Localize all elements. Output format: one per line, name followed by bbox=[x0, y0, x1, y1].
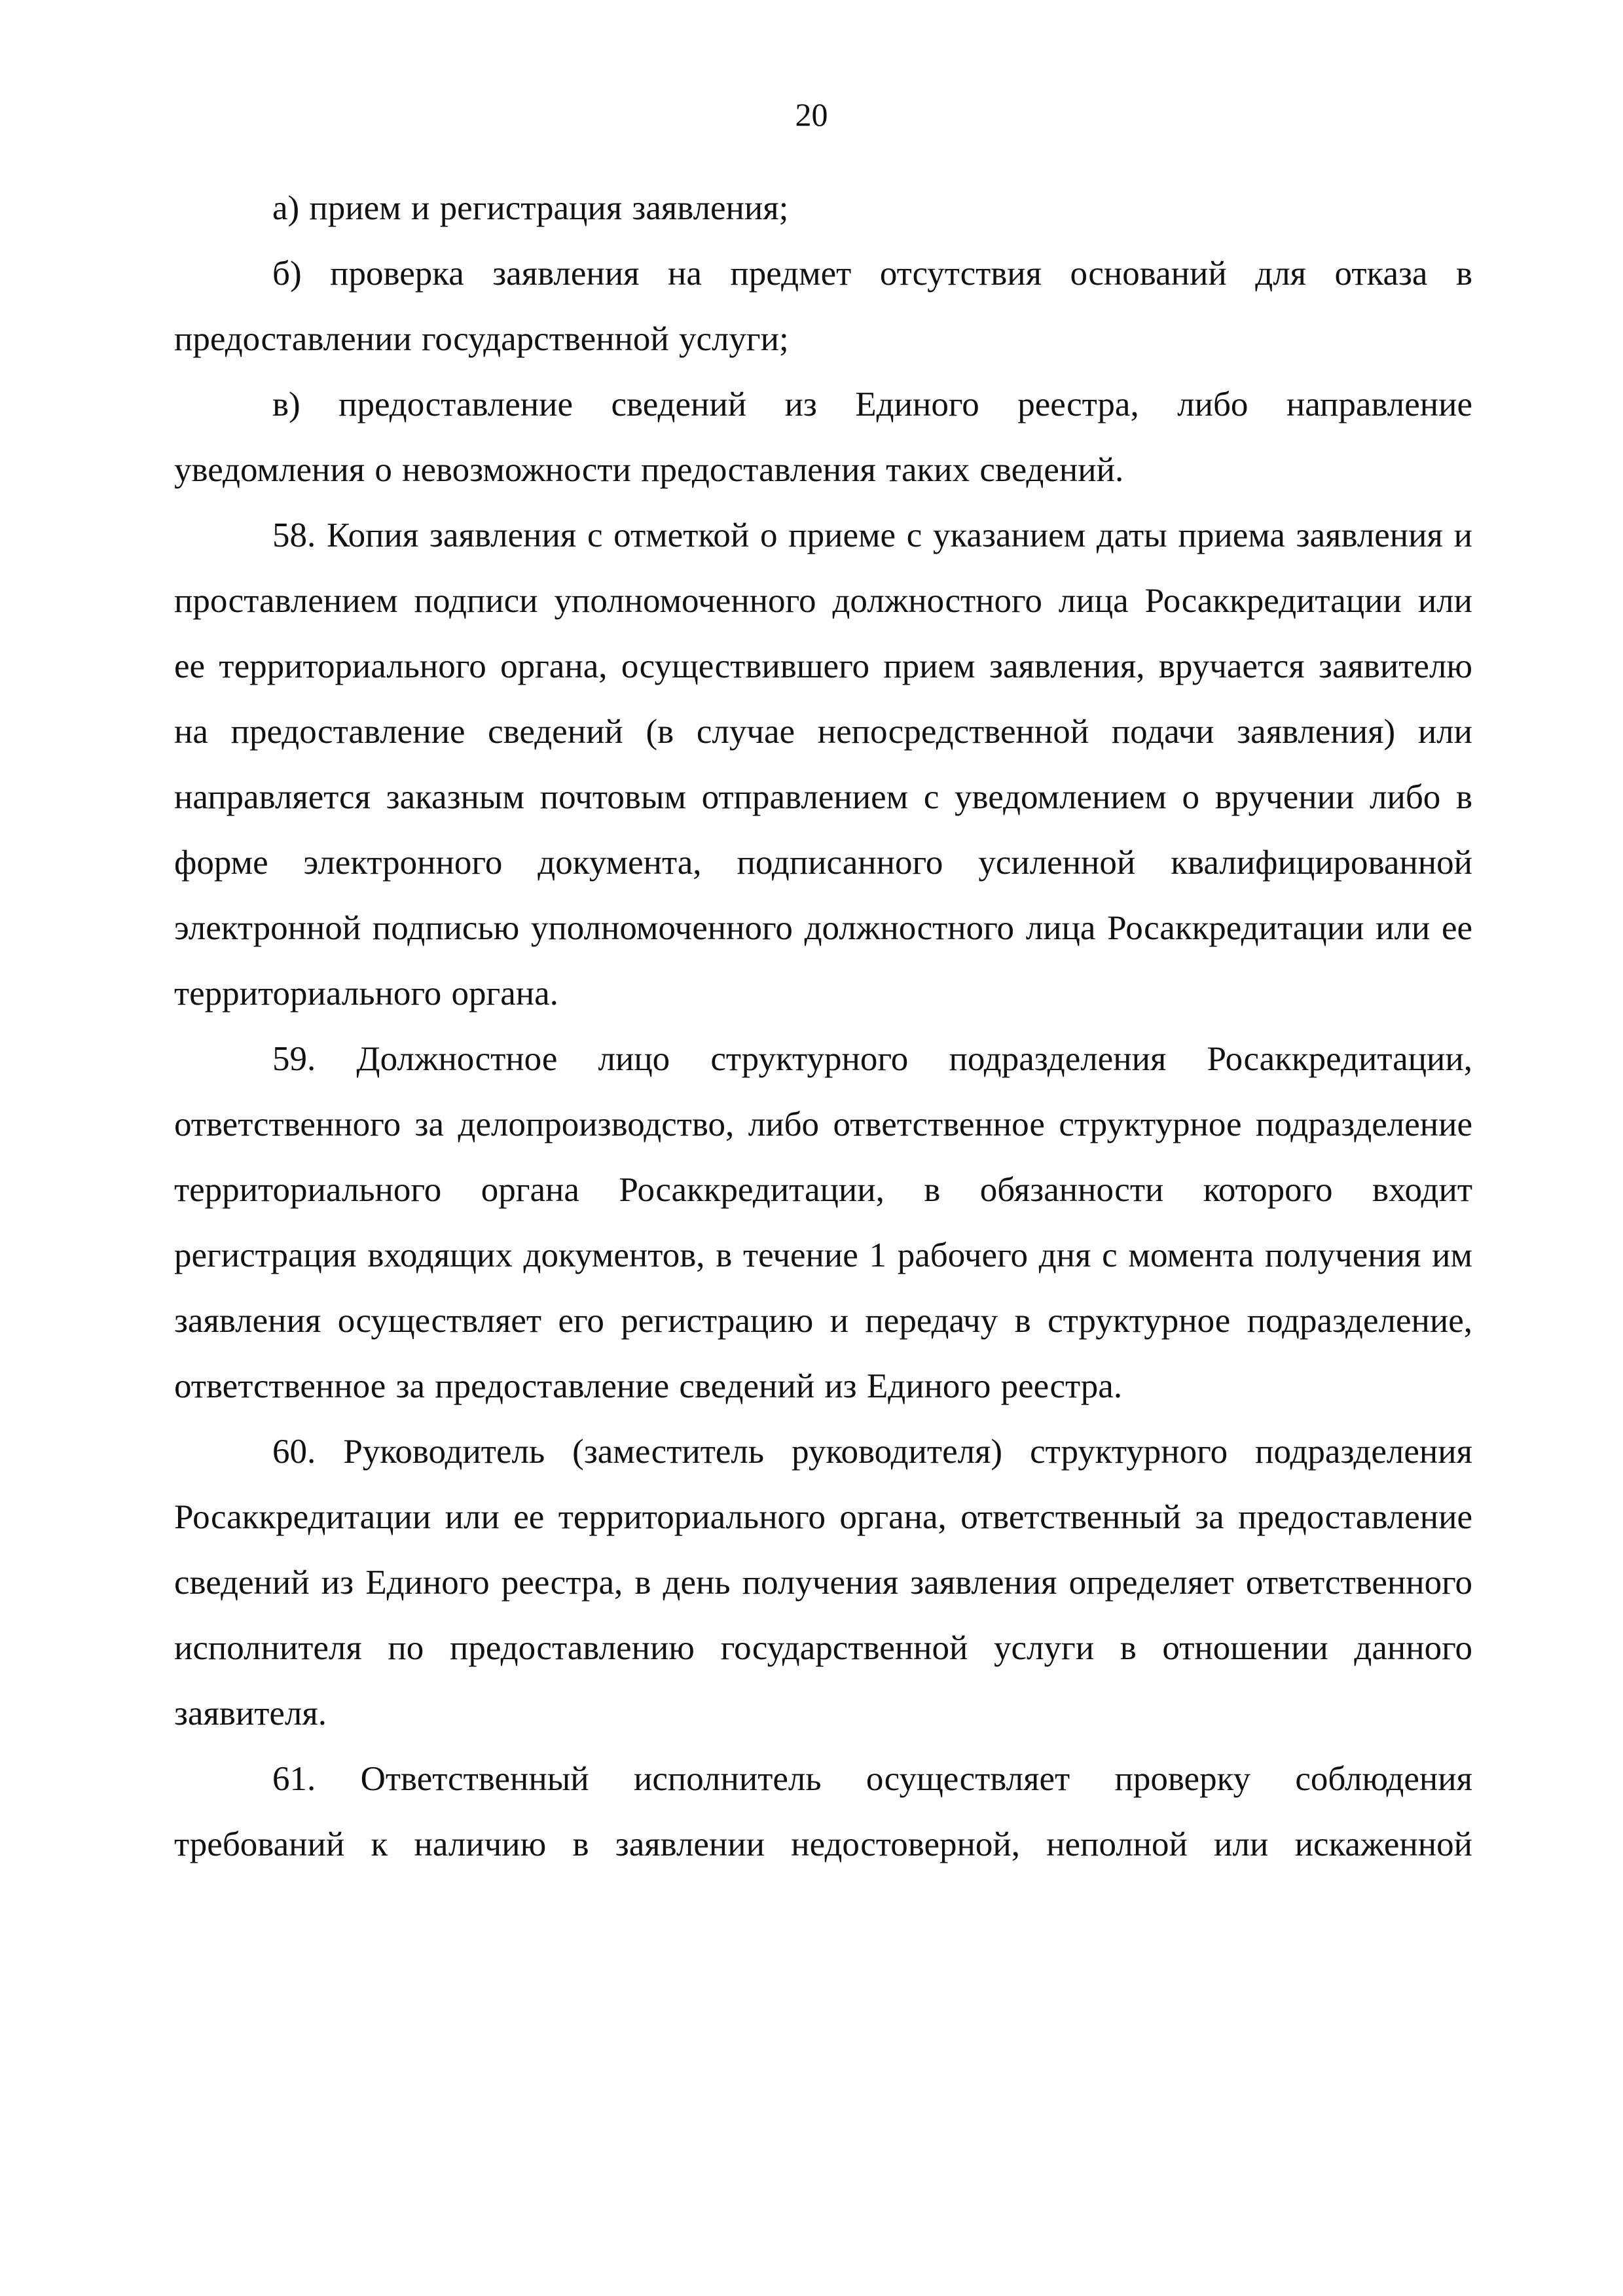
paragraph-58: 58. Копия заявления с отметкой о приеме с указанием даты приема заявления и проставлением подписи уполномоченного должностного лица Росаккредитации или ее территориального органа, осуществившего прием заявления, вручается заявителю на предоставление сведений (в случае непосредственной подачи заявления) или направляется заказным почтовым отправлением с уведомлением о вручении либо в форме электронного документа, подписанного усиленной квалифицированной электронной подписью уполномоченного должностного лица Росаккредитации или ее территориального органа. bbox=[174, 516, 1472, 1013]
paragraph-61: 61. Ответственный исполнитель осуществляет проверку соблюдения требований к наличию в заявлении недостоверной, неполной или искаженной bbox=[174, 1760, 1472, 1863]
document-body bbox=[174, 175, 1472, 1877]
paragraph-60: 60. Руководитель (заместитель руководителя) структурного подразделения Росаккредитации или ее территориального органа, ответственный за предоставление сведений из Единого реестра, в день получения заявления определяет ответственного исполнителя по предоставлению государственной услуги в отношении данного заявителя. bbox=[174, 1433, 1472, 1732]
page-number: 20 bbox=[795, 96, 828, 133]
paragraph-item-v: в) предоставление сведений из Единого реестра, либо направление уведомления о невозможности предоставления таких сведений. bbox=[174, 386, 1472, 489]
paragraph-59: 59. Должностное лицо структурного подразделения Росаккредитации, ответственного за делопроизводство, либо ответственное структурное подразделение территориального органа Росаккредитации, в обязанности которого входит регистрация входящих документов, в течение 1 рабочего дня с момента получения им заявления осуществляет его регистрацию и передачу в структурное подразделение, ответственное за предоставление сведений из Единого реестра. bbox=[174, 1040, 1472, 1405]
paragraph-item-b: б) проверка заявления на предмет отсутствия оснований для отказа в предоставлении государственной услуги; bbox=[174, 255, 1472, 358]
paragraph-item-a: а) прием и регистрация заявления; bbox=[272, 189, 789, 227]
